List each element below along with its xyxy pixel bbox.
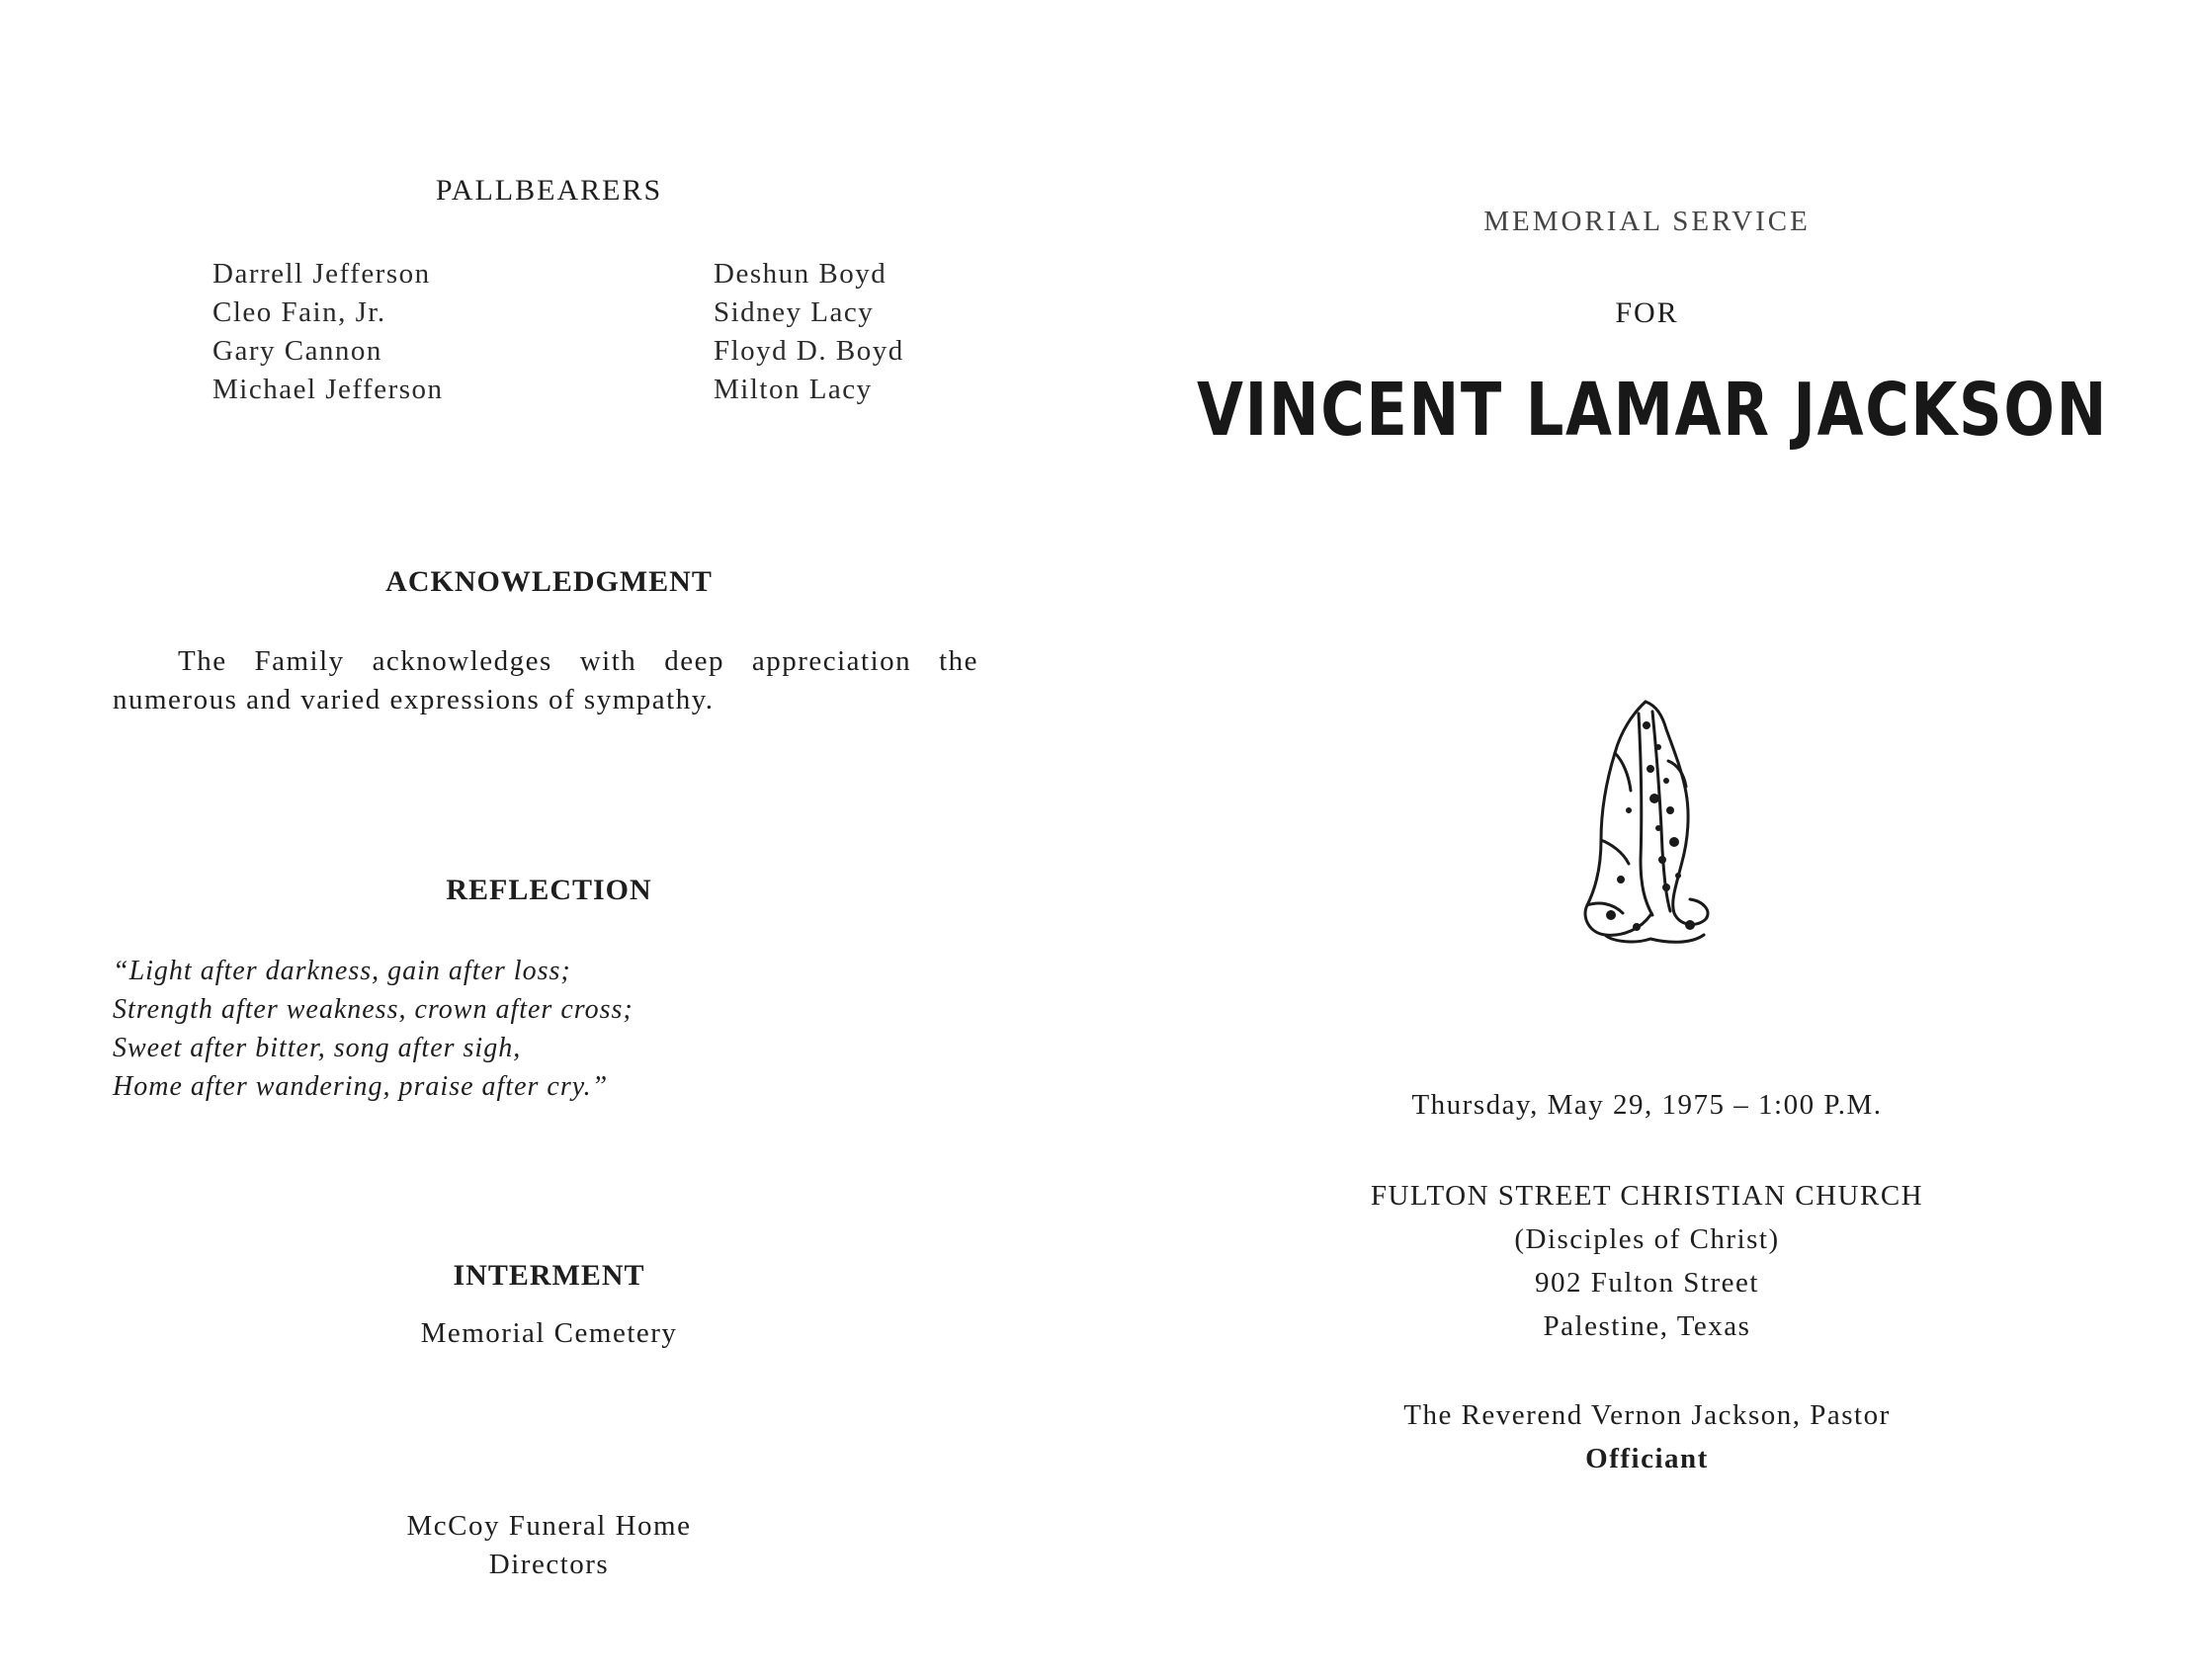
pallbearer-name: Milton Lacy: [714, 374, 873, 405]
for-label: FOR: [1615, 296, 1679, 329]
church-denomination: (Disciples of Christ): [1514, 1223, 1780, 1255]
poem-line: “Light after darkness, gain after loss;: [113, 956, 571, 986]
service-date-time: Thursday, May 29, 1975 – 1:00 P.M.: [1411, 1089, 1883, 1121]
pallbearer-name: Darrell Jefferson: [212, 258, 431, 290]
pallbearer-name: Sidney Lacy: [714, 296, 875, 328]
reflection-heading: REFLECTION: [446, 874, 652, 906]
right-page: [1098, 0, 2196, 1680]
acknowledgment-heading: ACKNOWLEDGMENT: [385, 565, 713, 598]
officiant-role: Officiant: [1585, 1443, 1709, 1474]
service-label: MEMORIAL SERVICE: [1483, 206, 1811, 237]
pallbearers-column-2: [714, 255, 904, 409]
poem-line: Home after wandering, praise after cry.”: [113, 1071, 609, 1102]
deceased-name: VINCENT LAMAR JACKSON: [1196, 368, 2109, 453]
pallbearer-name: Cleo Fain, Jr.: [212, 296, 386, 328]
acknowledgment-text: The Family acknowledges with deep appreciation the numerous and varied expressions of sympathy.: [113, 645, 978, 715]
interment-place: Memorial Cemetery: [420, 1317, 678, 1349]
funeral-home-name: McCoy Funeral Home: [406, 1510, 692, 1542]
deceased-name-wrap: [1098, 368, 2196, 453]
pallbearer-name: Gary Cannon: [212, 335, 382, 367]
poem-line: Strength after weakness, crown after cross;: [113, 994, 633, 1025]
reflection-poem: [113, 952, 633, 1106]
pallbearer-name: Michael Jefferson: [212, 374, 444, 405]
praying-hands-icon: [1571, 692, 1720, 949]
pallbearer-name: Deshun Boyd: [714, 258, 887, 290]
church-street: 902 Fulton Street: [1535, 1267, 1759, 1299]
church-city: Palestine, Texas: [1543, 1310, 1751, 1342]
church-name: FULTON STREET CHRISTIAN CHURCH: [1370, 1180, 1924, 1212]
funeral-home-role: Directors: [488, 1549, 610, 1580]
pallbearers-heading: PALLBEARERS: [435, 174, 663, 207]
officiant-name: The Reverend Vernon Jackson, Pastor: [1403, 1399, 1891, 1431]
interment-heading: INTERMENT: [453, 1259, 645, 1292]
poem-line: Sweet after bitter, song after sigh,: [113, 1033, 522, 1063]
pallbearer-name: Floyd D. Boyd: [714, 335, 904, 367]
pallbearers-column-1: [212, 255, 444, 409]
